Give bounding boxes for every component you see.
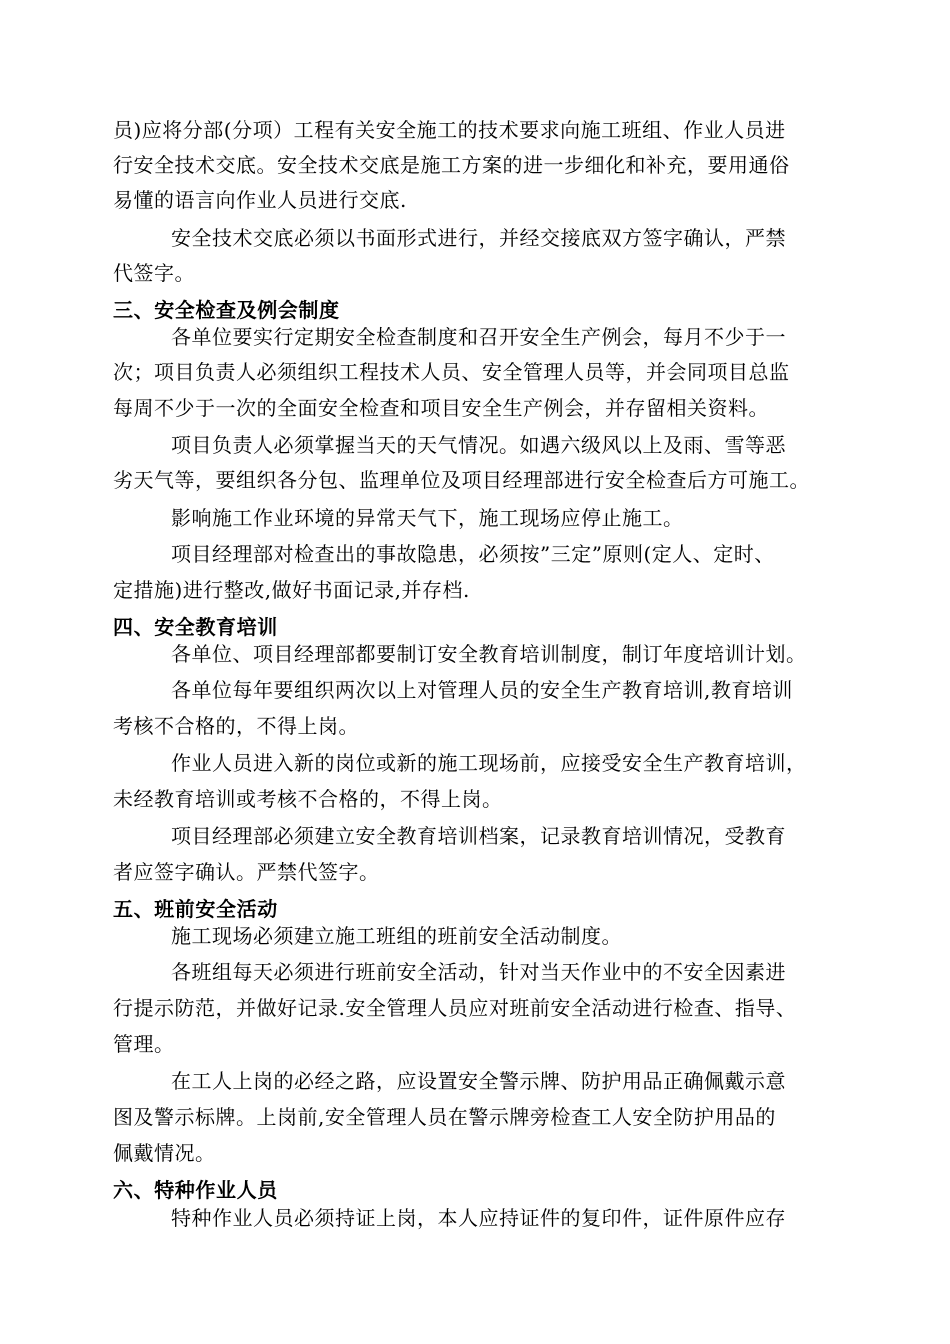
- section-heading: 五、班前安全活动: [113, 897, 278, 921]
- paragraph-line: 考核不合格的，不得上岗。: [113, 714, 359, 738]
- paragraph-line: 作业人员进入新的岗位或新的施工现场前，应接受安全生产教育培训，: [171, 751, 807, 775]
- paragraph-line: 在工人上岗的必经之路，应设置安全警示牌、防护用品正确佩戴示意: [171, 1069, 786, 1093]
- paragraph-line: 次；项目负责人必须组织工程技术人员、安全管理人员等，并会同项目总监: [113, 360, 790, 384]
- paragraph-line: 管理。: [113, 1032, 175, 1056]
- paragraph-line: 员)应将分部(分项）工程有关安全施工的技术要求向施工班组、作业人员进: [113, 118, 786, 142]
- paragraph-line: 安全技术交底必须以书面形式进行，并经交接底双方签字确认，严禁: [171, 226, 786, 250]
- paragraph-line: 影响施工作业环境的异常天气下，施工现场应停止施工。: [171, 506, 684, 530]
- section-heading: 六、特种作业人员: [113, 1178, 278, 1202]
- paragraph-line: 易懂的语言向作业人员进行交底.: [113, 188, 407, 212]
- paragraph-line: 项目经理部必须建立安全教育培训档案，记录教育培训情况，受教育: [171, 824, 786, 848]
- paragraph-line: 各单位要实行定期安全检查制度和召开安全生产例会，每月不少于一: [171, 325, 786, 349]
- paragraph-line: 行提示防范，并做好记录.安全管理人员应对班前安全活动进行检查、指导、: [113, 996, 797, 1020]
- paragraph-line: 未经教育培训或考核不合格的，不得上岗。: [113, 787, 503, 811]
- paragraph-line: 各单位、项目经理部都要制订安全教育培训制度，制订年度培训计划。: [171, 642, 807, 666]
- paragraph-line: 各班组每天必须进行班前安全活动，针对当天作业中的不安全因素进: [171, 960, 786, 984]
- section-heading: 三、安全检查及例会制度: [113, 298, 340, 322]
- section-heading: 四、安全教育培训: [113, 615, 278, 639]
- paragraph-line: 定措施)进行整改,做好书面记录,并存档.: [113, 578, 470, 602]
- paragraph-line: 每周不少于一次的全面安全检查和项目安全生产例会，并存留相关资料。: [113, 396, 769, 420]
- paragraph-line: 项目经理部对检查出的事故隐患，必须按”三定”原则(定人、定时、: [171, 542, 775, 566]
- paragraph-line: 佩戴情况。: [113, 1141, 216, 1165]
- paragraph-line: 各单位每年要组织两次以上对管理人员的安全生产教育培训,教育培训: [171, 678, 793, 702]
- paragraph-line: 图及警示标牌。上岗前,安全管理人员在警示牌旁检查工人安全防护用品的: [113, 1105, 776, 1129]
- paragraph-line: 施工现场必须建立施工班组的班前安全活动制度。: [171, 924, 622, 948]
- paragraph-line: 行安全技术交底。安全技术交底是施工方案的进一步细化和补充，要用通俗: [113, 153, 790, 177]
- paragraph-line: 劣天气等，要组织各分包、监理单位及项目经理部进行安全检查后方可施工。: [113, 468, 810, 492]
- paragraph-line: 者应签字确认。严禁代签字。: [113, 860, 380, 884]
- paragraph-line: 特种作业人员必须持证上岗，本人应持证件的复印件，证件原件应存: [171, 1206, 786, 1230]
- paragraph-line: 代签字。: [113, 261, 195, 285]
- paragraph-line: 项目负责人必须掌握当天的天气情况。如遇六级风以上及雨、雪等恶: [171, 433, 786, 457]
